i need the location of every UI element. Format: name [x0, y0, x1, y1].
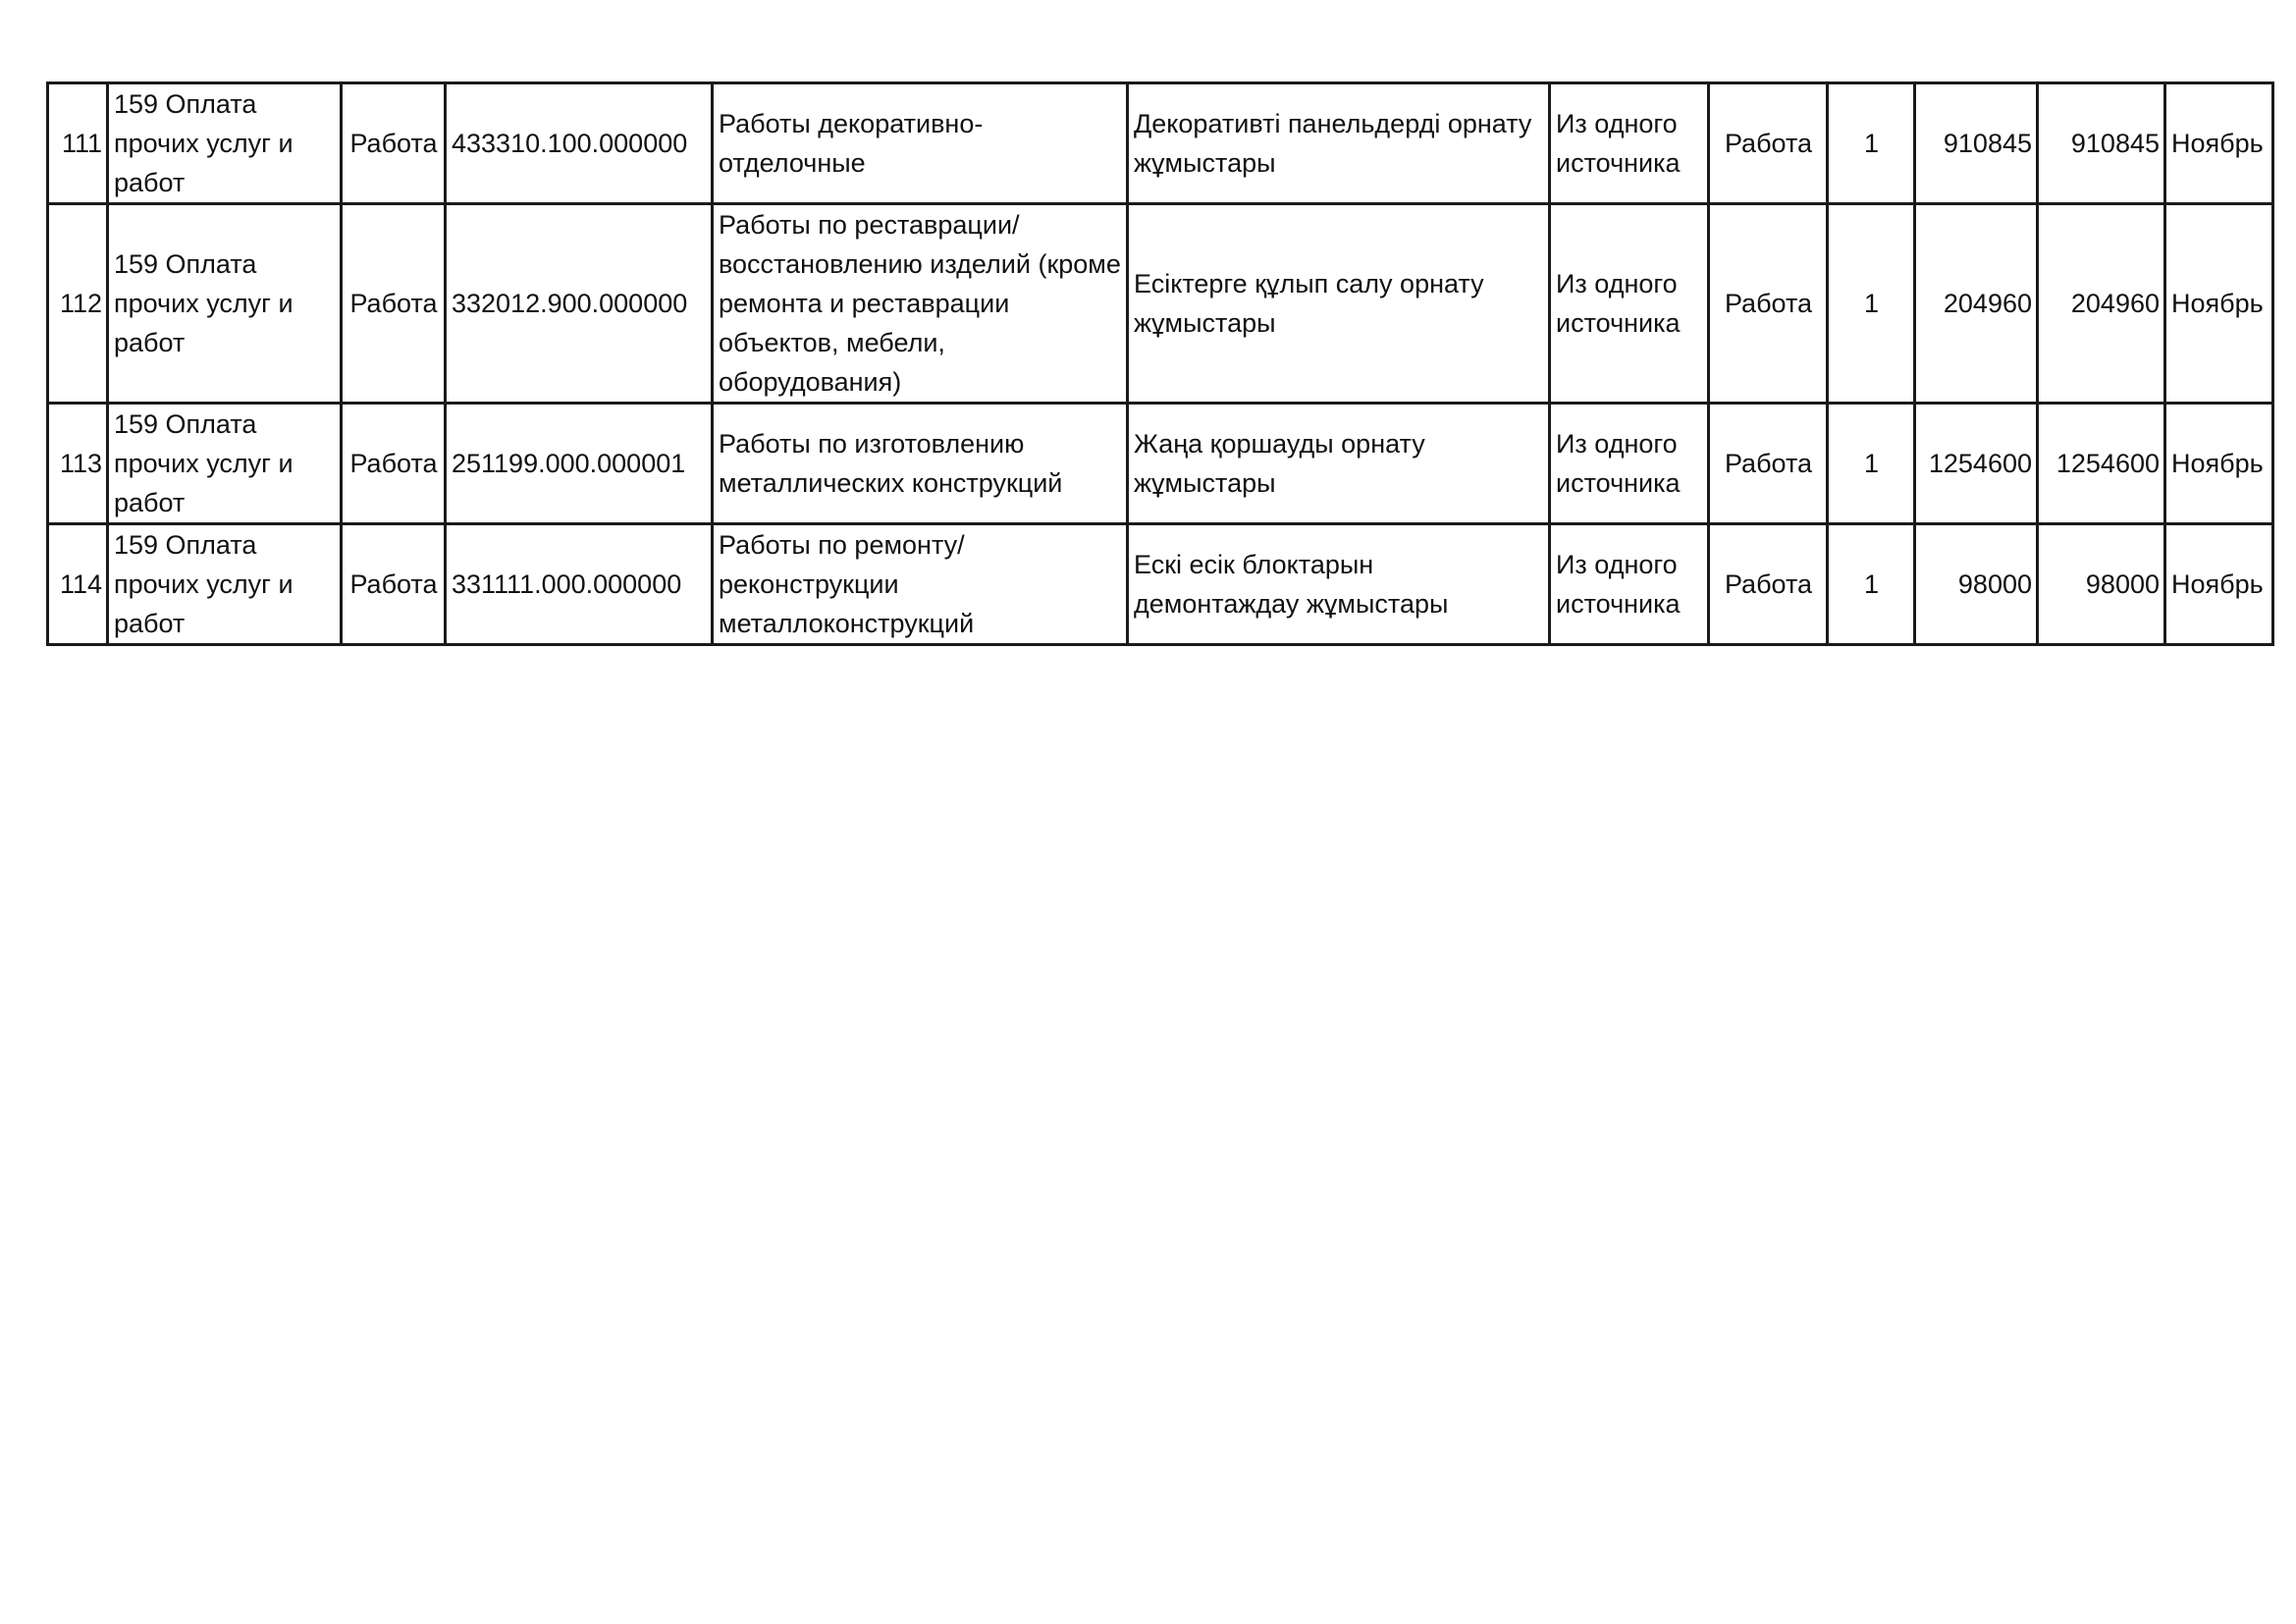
item-name-kz-cell: Есіктерге құлып салу орнату жұмыстары	[1128, 204, 1550, 404]
procurement-plan-table	[46, 81, 2274, 646]
row-number-cell: 111	[48, 83, 108, 204]
table-row	[48, 404, 2273, 524]
procurement-method-cell: Из одного источника	[1550, 524, 1709, 645]
unit-cell: Работа	[1709, 404, 1828, 524]
row-number-cell: 113	[48, 404, 108, 524]
specifics-cell: 159 Оплата прочих услуг и работ	[108, 204, 342, 404]
unit-price-cell: 204960	[1915, 204, 2038, 404]
month-cell: Ноябрь	[2165, 83, 2273, 204]
table-row	[48, 524, 2273, 645]
specifics-cell: 159 Оплата прочих услуг и работ	[108, 524, 342, 645]
procurement-method-cell: Из одного источника	[1550, 83, 1709, 204]
item-name-ru-cell: Работы по ремонту/реконструкции металлоконструкций	[713, 524, 1128, 645]
quantity-cell: 1	[1828, 204, 1915, 404]
subject-type-cell: Работа	[342, 404, 446, 524]
quantity-cell: 1	[1828, 404, 1915, 524]
ktru-code-cell: 433310.100.000000	[446, 83, 713, 204]
ktru-code-cell: 251199.000.000001	[446, 404, 713, 524]
total-amount-cell: 98000	[2038, 524, 2165, 645]
total-amount-cell: 910845	[2038, 83, 2165, 204]
item-name-kz-cell: Декоративті панельдерді орнату жұмыстары	[1128, 83, 1550, 204]
unit-cell: Работа	[1709, 204, 1828, 404]
ktru-code-cell: 332012.900.000000	[446, 204, 713, 404]
unit-cell: Работа	[1709, 83, 1828, 204]
row-number-cell: 112	[48, 204, 108, 404]
unit-price-cell: 98000	[1915, 524, 2038, 645]
item-name-ru-cell: Работы по реставрации/восстановлению изделий (кроме ремонта и реставрации объектов, мебели, оборудования)	[713, 204, 1128, 404]
table-row	[48, 83, 2273, 204]
item-name-ru-cell: Работы по изготовлению металлических конструкций	[713, 404, 1128, 524]
total-amount-cell: 204960	[2038, 204, 2165, 404]
month-cell: Ноябрь	[2165, 404, 2273, 524]
row-number-cell: 114	[48, 524, 108, 645]
month-cell: Ноябрь	[2165, 204, 2273, 404]
unit-price-cell: 910845	[1915, 83, 2038, 204]
item-name-kz-cell: Жаңа қоршауды орнату жұмыстары	[1128, 404, 1550, 524]
table-row	[48, 204, 2273, 404]
total-amount-cell: 1254600	[2038, 404, 2165, 524]
subject-type-cell: Работа	[342, 83, 446, 204]
specifics-cell: 159 Оплата прочих услуг и работ	[108, 83, 342, 204]
unit-cell: Работа	[1709, 524, 1828, 645]
month-cell: Ноябрь	[2165, 524, 2273, 645]
subject-type-cell: Работа	[342, 524, 446, 645]
ktru-code-cell: 331111.000.000000	[446, 524, 713, 645]
procurement-plan-sheet	[46, 81, 2274, 646]
item-name-ru-cell: Работы декоративно-отделочные	[713, 83, 1128, 204]
quantity-cell: 1	[1828, 524, 1915, 645]
procurement-method-cell: Из одного источника	[1550, 204, 1709, 404]
quantity-cell: 1	[1828, 83, 1915, 204]
subject-type-cell: Работа	[342, 204, 446, 404]
unit-price-cell: 1254600	[1915, 404, 2038, 524]
specifics-cell: 159 Оплата прочих услуг и работ	[108, 404, 342, 524]
procurement-method-cell: Из одного источника	[1550, 404, 1709, 524]
item-name-kz-cell: Ескі есік блоктарын демонтаждау жұмыстары	[1128, 524, 1550, 645]
